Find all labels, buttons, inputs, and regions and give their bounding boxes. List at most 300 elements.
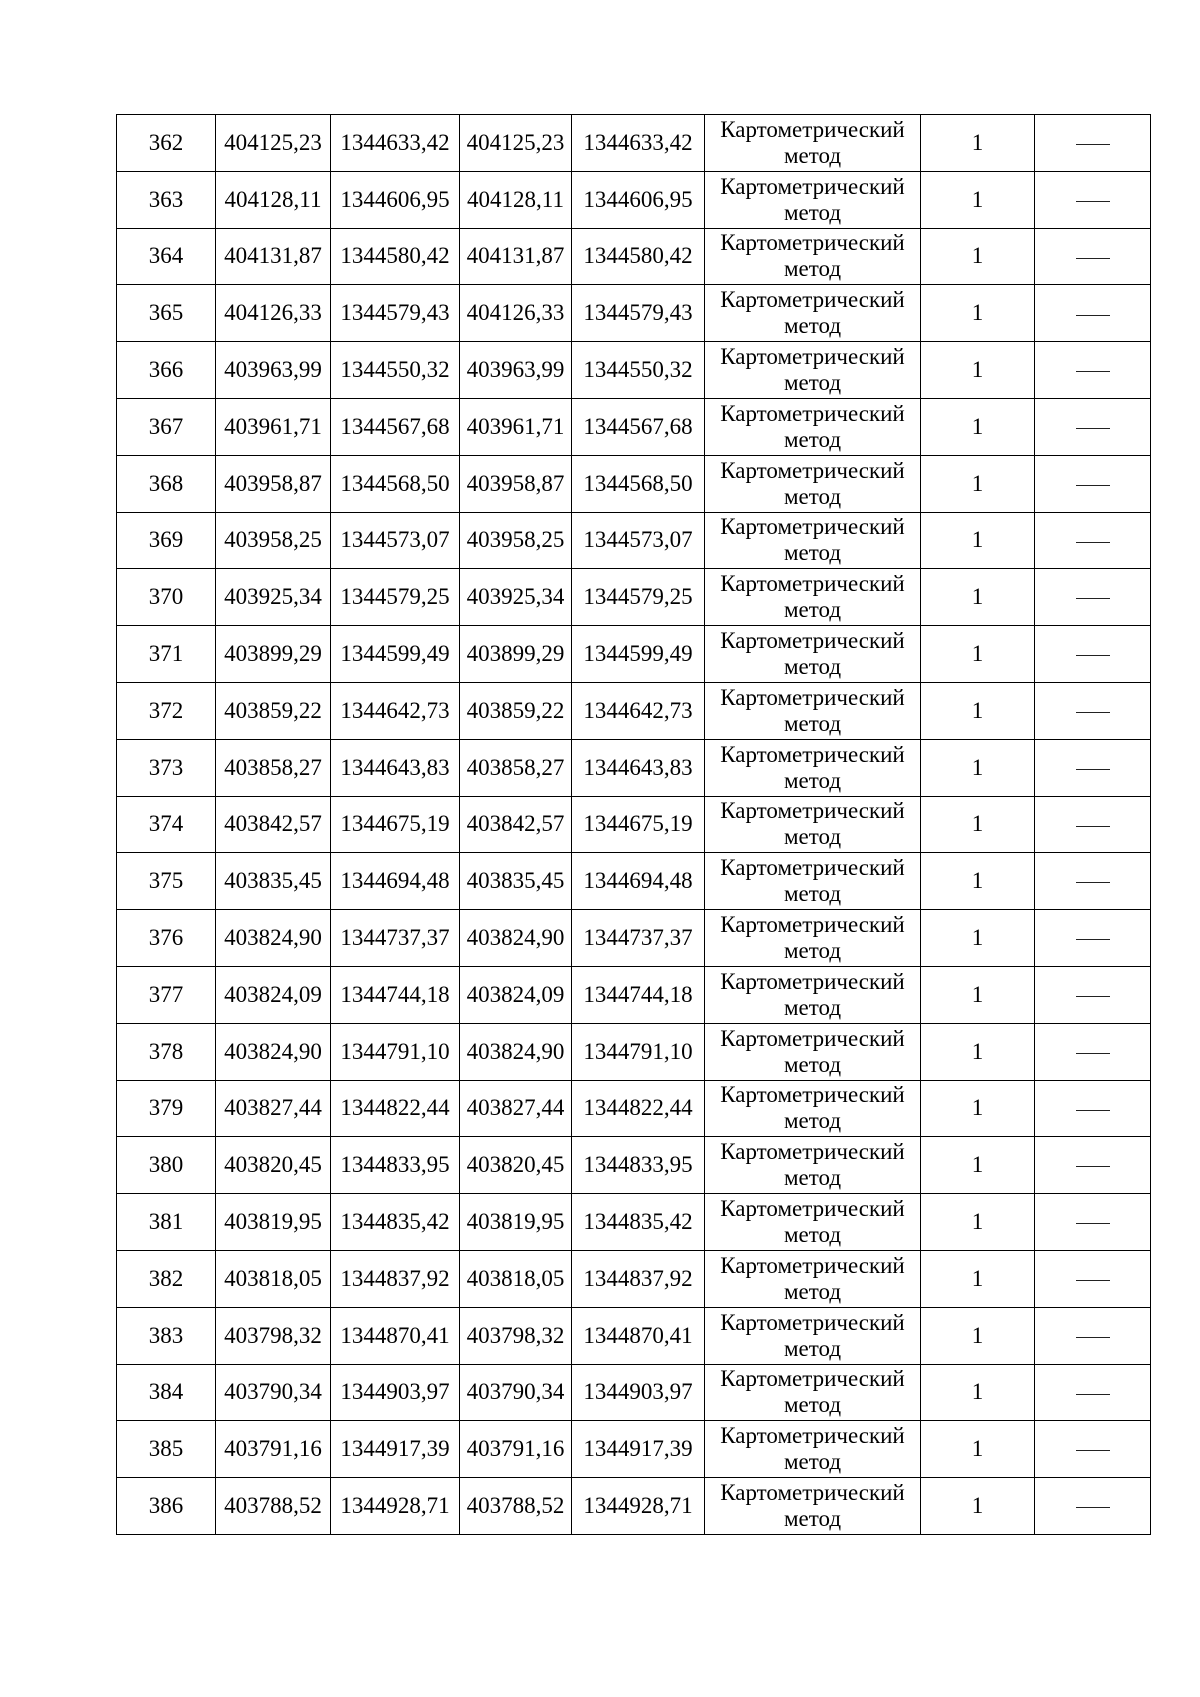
new-x-cell: 403824,90 bbox=[460, 1023, 572, 1080]
method-cell bbox=[705, 910, 921, 967]
table-row bbox=[117, 1478, 1151, 1535]
method-cell bbox=[705, 342, 921, 399]
method-line-2: метод bbox=[783, 1335, 842, 1361]
new-x-cell: 403958,87 bbox=[460, 455, 572, 512]
point-number-cell: 383 bbox=[117, 1307, 216, 1364]
accuracy-cell: 1 bbox=[921, 1307, 1035, 1364]
existing-y-cell: 1344928,71 bbox=[331, 1478, 460, 1535]
note-cell bbox=[1035, 739, 1151, 796]
method-line-2: метод bbox=[783, 313, 842, 339]
dash-mark bbox=[1076, 939, 1110, 940]
method-line-2: метод bbox=[783, 483, 842, 509]
dash-mark bbox=[1076, 371, 1110, 372]
method-cell bbox=[705, 455, 921, 512]
method-line-1: Картометрический bbox=[720, 741, 905, 767]
existing-x-cell: 403925,34 bbox=[216, 569, 331, 626]
existing-x-cell: 403790,34 bbox=[216, 1364, 331, 1421]
existing-y-cell: 1344579,43 bbox=[331, 285, 460, 342]
method-line-2: метод bbox=[783, 540, 842, 566]
dash-mark bbox=[1076, 428, 1110, 429]
accuracy-cell: 1 bbox=[921, 739, 1035, 796]
table-row bbox=[117, 342, 1151, 399]
point-number-cell: 374 bbox=[117, 796, 216, 853]
new-x-cell: 403963,99 bbox=[460, 342, 572, 399]
existing-x-cell: 403798,32 bbox=[216, 1307, 331, 1364]
existing-x-cell: 403818,05 bbox=[216, 1250, 331, 1307]
method-line-1: Картометрический bbox=[720, 1025, 905, 1051]
method-cell bbox=[705, 1421, 921, 1478]
method-line-2: метод bbox=[783, 1222, 842, 1248]
note-cell bbox=[1035, 1250, 1151, 1307]
table-row bbox=[117, 853, 1151, 910]
point-number-cell: 362 bbox=[117, 115, 216, 172]
point-number-cell: 382 bbox=[117, 1250, 216, 1307]
dash-mark bbox=[1076, 882, 1110, 883]
dash-mark bbox=[1076, 485, 1110, 486]
note-cell bbox=[1035, 1421, 1151, 1478]
point-number-cell: 377 bbox=[117, 966, 216, 1023]
accuracy-cell: 1 bbox=[921, 626, 1035, 683]
method-line-1: Картометрический bbox=[720, 1480, 905, 1506]
point-number-cell: 366 bbox=[117, 342, 216, 399]
note-cell bbox=[1035, 171, 1151, 228]
table-body bbox=[117, 115, 1151, 1535]
new-y-cell: 1344606,95 bbox=[572, 171, 705, 228]
new-y-cell: 1344568,50 bbox=[572, 455, 705, 512]
existing-y-cell: 1344737,37 bbox=[331, 910, 460, 967]
method-line-1: Картометрический bbox=[720, 344, 905, 370]
dash-mark bbox=[1076, 598, 1110, 599]
new-y-cell: 1344633,42 bbox=[572, 115, 705, 172]
dash-mark bbox=[1076, 1280, 1110, 1281]
method-line-1: Картометрический bbox=[720, 798, 905, 824]
existing-y-cell: 1344675,19 bbox=[331, 796, 460, 853]
method-cell bbox=[705, 1250, 921, 1307]
existing-x-cell: 403835,45 bbox=[216, 853, 331, 910]
method-cell bbox=[705, 626, 921, 683]
existing-x-cell: 403859,22 bbox=[216, 682, 331, 739]
method-line-2: метод bbox=[783, 938, 842, 964]
document-page bbox=[116, 114, 1151, 1535]
note-cell bbox=[1035, 1023, 1151, 1080]
table-row bbox=[117, 1023, 1151, 1080]
method-line-2: метод bbox=[783, 1506, 842, 1532]
existing-x-cell: 403958,87 bbox=[216, 455, 331, 512]
note-cell bbox=[1035, 398, 1151, 455]
point-number-cell: 372 bbox=[117, 682, 216, 739]
table-row bbox=[117, 682, 1151, 739]
point-number-cell: 363 bbox=[117, 171, 216, 228]
new-y-cell: 1344579,43 bbox=[572, 285, 705, 342]
method-line-2: метод bbox=[783, 142, 842, 168]
method-cell bbox=[705, 398, 921, 455]
dash-mark bbox=[1076, 1450, 1110, 1451]
table-row bbox=[117, 1080, 1151, 1137]
new-x-cell: 404126,33 bbox=[460, 285, 572, 342]
method-cell bbox=[705, 115, 921, 172]
point-number-cell: 368 bbox=[117, 455, 216, 512]
note-cell bbox=[1035, 1080, 1151, 1137]
point-number-cell: 381 bbox=[117, 1194, 216, 1251]
dash-mark bbox=[1076, 1166, 1110, 1167]
note-cell bbox=[1035, 796, 1151, 853]
method-line-1: Картометрический bbox=[720, 1309, 905, 1335]
method-cell bbox=[705, 1307, 921, 1364]
table-row bbox=[117, 739, 1151, 796]
existing-x-cell: 403858,27 bbox=[216, 739, 331, 796]
existing-y-cell: 1344744,18 bbox=[331, 966, 460, 1023]
existing-y-cell: 1344791,10 bbox=[331, 1023, 460, 1080]
table-row bbox=[117, 171, 1151, 228]
existing-x-cell: 404131,87 bbox=[216, 228, 331, 285]
new-x-cell: 403899,29 bbox=[460, 626, 572, 683]
new-y-cell: 1344833,95 bbox=[572, 1137, 705, 1194]
dash-mark bbox=[1076, 542, 1110, 543]
accuracy-cell: 1 bbox=[921, 285, 1035, 342]
new-y-cell: 1344642,73 bbox=[572, 682, 705, 739]
method-line-1: Картометрический bbox=[720, 1196, 905, 1222]
accuracy-cell: 1 bbox=[921, 171, 1035, 228]
note-cell bbox=[1035, 569, 1151, 626]
dash-mark bbox=[1076, 1337, 1110, 1338]
method-cell bbox=[705, 228, 921, 285]
table-row bbox=[117, 626, 1151, 683]
point-number-cell: 365 bbox=[117, 285, 216, 342]
method-line-1: Картометрический bbox=[720, 912, 905, 938]
existing-x-cell: 403820,45 bbox=[216, 1137, 331, 1194]
accuracy-cell: 1 bbox=[921, 1023, 1035, 1080]
existing-x-cell: 403824,90 bbox=[216, 910, 331, 967]
accuracy-cell: 1 bbox=[921, 1421, 1035, 1478]
new-y-cell: 1344580,42 bbox=[572, 228, 705, 285]
method-line-2: метод bbox=[783, 256, 842, 282]
method-line-2: метод bbox=[783, 1165, 842, 1191]
point-number-cell: 384 bbox=[117, 1364, 216, 1421]
note-cell bbox=[1035, 115, 1151, 172]
table-row bbox=[117, 512, 1151, 569]
method-line-2: метод bbox=[783, 597, 842, 623]
accuracy-cell: 1 bbox=[921, 1080, 1035, 1137]
point-number-cell: 380 bbox=[117, 1137, 216, 1194]
table-row bbox=[117, 1364, 1151, 1421]
existing-y-cell: 1344567,68 bbox=[331, 398, 460, 455]
new-x-cell: 403859,22 bbox=[460, 682, 572, 739]
note-cell bbox=[1035, 853, 1151, 910]
new-x-cell: 403827,44 bbox=[460, 1080, 572, 1137]
existing-y-cell: 1344606,95 bbox=[331, 171, 460, 228]
method-cell bbox=[705, 853, 921, 910]
method-line-2: метод bbox=[783, 1392, 842, 1418]
new-x-cell: 403819,95 bbox=[460, 1194, 572, 1251]
existing-x-cell: 403961,71 bbox=[216, 398, 331, 455]
method-line-1: Картометрический bbox=[720, 1252, 905, 1278]
existing-y-cell: 1344837,92 bbox=[331, 1250, 460, 1307]
table-row bbox=[117, 569, 1151, 626]
method-line-1: Картометрический bbox=[720, 968, 905, 994]
existing-x-cell: 403963,99 bbox=[216, 342, 331, 399]
point-number-cell: 371 bbox=[117, 626, 216, 683]
table-row bbox=[117, 455, 1151, 512]
method-line-2: метод bbox=[783, 426, 842, 452]
method-cell bbox=[705, 966, 921, 1023]
accuracy-cell: 1 bbox=[921, 682, 1035, 739]
method-line-1: Картометрический bbox=[720, 1082, 905, 1108]
existing-y-cell: 1344599,49 bbox=[331, 626, 460, 683]
method-cell bbox=[705, 171, 921, 228]
point-number-cell: 369 bbox=[117, 512, 216, 569]
dash-mark bbox=[1076, 201, 1110, 202]
dash-mark bbox=[1076, 712, 1110, 713]
method-line-2: метод bbox=[783, 1051, 842, 1077]
note-cell bbox=[1035, 1478, 1151, 1535]
new-x-cell: 404125,23 bbox=[460, 115, 572, 172]
new-y-cell: 1344835,42 bbox=[572, 1194, 705, 1251]
note-cell bbox=[1035, 342, 1151, 399]
note-cell bbox=[1035, 682, 1151, 739]
table-row bbox=[117, 966, 1151, 1023]
new-x-cell: 403788,52 bbox=[460, 1478, 572, 1535]
point-number-cell: 375 bbox=[117, 853, 216, 910]
method-line-1: Картометрический bbox=[720, 684, 905, 710]
new-y-cell: 1344837,92 bbox=[572, 1250, 705, 1307]
note-cell bbox=[1035, 228, 1151, 285]
new-x-cell: 403820,45 bbox=[460, 1137, 572, 1194]
new-y-cell: 1344928,71 bbox=[572, 1478, 705, 1535]
new-x-cell: 403791,16 bbox=[460, 1421, 572, 1478]
new-x-cell: 403824,09 bbox=[460, 966, 572, 1023]
accuracy-cell: 1 bbox=[921, 115, 1035, 172]
existing-y-cell: 1344694,48 bbox=[331, 853, 460, 910]
existing-x-cell: 404128,11 bbox=[216, 171, 331, 228]
method-line-2: метод bbox=[783, 994, 842, 1020]
point-number-cell: 364 bbox=[117, 228, 216, 285]
note-cell bbox=[1035, 1364, 1151, 1421]
new-y-cell: 1344694,48 bbox=[572, 853, 705, 910]
method-cell bbox=[705, 1080, 921, 1137]
new-y-cell: 1344822,44 bbox=[572, 1080, 705, 1137]
method-line-2: метод bbox=[783, 654, 842, 680]
dash-mark bbox=[1076, 1223, 1110, 1224]
method-line-2: метод bbox=[783, 199, 842, 225]
point-number-cell: 378 bbox=[117, 1023, 216, 1080]
new-y-cell: 1344567,68 bbox=[572, 398, 705, 455]
new-y-cell: 1344643,83 bbox=[572, 739, 705, 796]
method-line-1: Картометрический bbox=[720, 287, 905, 313]
point-number-cell: 373 bbox=[117, 739, 216, 796]
existing-x-cell: 404125,23 bbox=[216, 115, 331, 172]
point-number-cell: 367 bbox=[117, 398, 216, 455]
table-row bbox=[117, 1421, 1151, 1478]
new-y-cell: 1344599,49 bbox=[572, 626, 705, 683]
accuracy-cell: 1 bbox=[921, 455, 1035, 512]
new-x-cell: 403961,71 bbox=[460, 398, 572, 455]
existing-x-cell: 403824,90 bbox=[216, 1023, 331, 1080]
new-x-cell: 403925,34 bbox=[460, 569, 572, 626]
method-cell bbox=[705, 739, 921, 796]
accuracy-cell: 1 bbox=[921, 228, 1035, 285]
dash-mark bbox=[1076, 769, 1110, 770]
existing-y-cell: 1344642,73 bbox=[331, 682, 460, 739]
new-x-cell: 403824,90 bbox=[460, 910, 572, 967]
note-cell bbox=[1035, 512, 1151, 569]
dash-mark bbox=[1076, 996, 1110, 997]
dash-mark bbox=[1076, 258, 1110, 259]
method-line-1: Картометрический bbox=[720, 173, 905, 199]
note-cell bbox=[1035, 285, 1151, 342]
existing-x-cell: 403899,29 bbox=[216, 626, 331, 683]
new-x-cell: 404131,87 bbox=[460, 228, 572, 285]
table-row bbox=[117, 796, 1151, 853]
new-y-cell: 1344917,39 bbox=[572, 1421, 705, 1478]
method-line-2: метод bbox=[783, 710, 842, 736]
dash-mark bbox=[1076, 144, 1110, 145]
note-cell bbox=[1035, 1194, 1151, 1251]
table-row bbox=[117, 1307, 1151, 1364]
existing-y-cell: 1344917,39 bbox=[331, 1421, 460, 1478]
existing-x-cell: 403824,09 bbox=[216, 966, 331, 1023]
new-x-cell: 403958,25 bbox=[460, 512, 572, 569]
new-x-cell: 404128,11 bbox=[460, 171, 572, 228]
table-row bbox=[117, 398, 1151, 455]
method-line-1: Картометрический bbox=[720, 855, 905, 881]
method-line-1: Картометрический bbox=[720, 1366, 905, 1392]
existing-y-cell: 1344568,50 bbox=[331, 455, 460, 512]
point-number-cell: 370 bbox=[117, 569, 216, 626]
existing-x-cell: 403788,52 bbox=[216, 1478, 331, 1535]
method-line-1: Картометрический bbox=[720, 628, 905, 654]
method-cell bbox=[705, 1194, 921, 1251]
new-x-cell: 403798,32 bbox=[460, 1307, 572, 1364]
note-cell bbox=[1035, 966, 1151, 1023]
accuracy-cell: 1 bbox=[921, 1478, 1035, 1535]
method-line-2: метод bbox=[783, 1449, 842, 1475]
method-line-2: метод bbox=[783, 881, 842, 907]
method-cell bbox=[705, 1478, 921, 1535]
accuracy-cell: 1 bbox=[921, 569, 1035, 626]
new-y-cell: 1344579,25 bbox=[572, 569, 705, 626]
point-number-cell: 386 bbox=[117, 1478, 216, 1535]
dash-mark bbox=[1076, 1053, 1110, 1054]
method-line-1: Картометрический bbox=[720, 514, 905, 540]
table-row bbox=[117, 285, 1151, 342]
dash-mark bbox=[1076, 655, 1110, 656]
accuracy-cell: 1 bbox=[921, 1364, 1035, 1421]
accuracy-cell: 1 bbox=[921, 1250, 1035, 1307]
existing-y-cell: 1344643,83 bbox=[331, 739, 460, 796]
note-cell bbox=[1035, 1137, 1151, 1194]
point-number-cell: 376 bbox=[117, 910, 216, 967]
note-cell bbox=[1035, 455, 1151, 512]
table-row bbox=[117, 1250, 1151, 1307]
accuracy-cell: 1 bbox=[921, 398, 1035, 455]
table-row bbox=[117, 1137, 1151, 1194]
method-cell bbox=[705, 1023, 921, 1080]
accuracy-cell: 1 bbox=[921, 342, 1035, 399]
table-row bbox=[117, 228, 1151, 285]
method-cell bbox=[705, 285, 921, 342]
method-line-2: метод bbox=[783, 767, 842, 793]
accuracy-cell: 1 bbox=[921, 1137, 1035, 1194]
existing-x-cell: 403791,16 bbox=[216, 1421, 331, 1478]
dash-mark bbox=[1076, 1394, 1110, 1395]
new-x-cell: 403842,57 bbox=[460, 796, 572, 853]
existing-x-cell: 403958,25 bbox=[216, 512, 331, 569]
existing-y-cell: 1344579,25 bbox=[331, 569, 460, 626]
point-number-cell: 379 bbox=[117, 1080, 216, 1137]
new-y-cell: 1344744,18 bbox=[572, 966, 705, 1023]
existing-x-cell: 403827,44 bbox=[216, 1080, 331, 1137]
existing-y-cell: 1344833,95 bbox=[331, 1137, 460, 1194]
method-cell bbox=[705, 512, 921, 569]
existing-x-cell: 403819,95 bbox=[216, 1194, 331, 1251]
note-cell bbox=[1035, 626, 1151, 683]
method-line-1: Картометрический bbox=[720, 400, 905, 426]
method-line-1: Картометрический bbox=[720, 230, 905, 256]
method-line-2: метод bbox=[783, 824, 842, 850]
existing-y-cell: 1344550,32 bbox=[331, 342, 460, 399]
existing-y-cell: 1344633,42 bbox=[331, 115, 460, 172]
accuracy-cell: 1 bbox=[921, 796, 1035, 853]
new-y-cell: 1344791,10 bbox=[572, 1023, 705, 1080]
method-cell bbox=[705, 1137, 921, 1194]
accuracy-cell: 1 bbox=[921, 1194, 1035, 1251]
note-cell bbox=[1035, 910, 1151, 967]
accuracy-cell: 1 bbox=[921, 512, 1035, 569]
method-cell bbox=[705, 796, 921, 853]
method-line-1: Картометрический bbox=[720, 1139, 905, 1165]
method-line-1: Картометрический bbox=[720, 457, 905, 483]
new-x-cell: 403835,45 bbox=[460, 853, 572, 910]
coordinates-table bbox=[116, 114, 1151, 1535]
dash-mark bbox=[1076, 315, 1110, 316]
new-x-cell: 403818,05 bbox=[460, 1250, 572, 1307]
existing-y-cell: 1344580,42 bbox=[331, 228, 460, 285]
existing-y-cell: 1344903,97 bbox=[331, 1364, 460, 1421]
existing-y-cell: 1344835,42 bbox=[331, 1194, 460, 1251]
existing-y-cell: 1344870,41 bbox=[331, 1307, 460, 1364]
dash-mark bbox=[1076, 826, 1110, 827]
new-y-cell: 1344903,97 bbox=[572, 1364, 705, 1421]
method-line-2: метод bbox=[783, 1108, 842, 1134]
method-cell bbox=[705, 569, 921, 626]
new-y-cell: 1344675,19 bbox=[572, 796, 705, 853]
accuracy-cell: 1 bbox=[921, 910, 1035, 967]
method-line-1: Картометрический bbox=[720, 571, 905, 597]
existing-x-cell: 404126,33 bbox=[216, 285, 331, 342]
table-row bbox=[117, 1194, 1151, 1251]
new-y-cell: 1344573,07 bbox=[572, 512, 705, 569]
method-cell bbox=[705, 682, 921, 739]
new-y-cell: 1344550,32 bbox=[572, 342, 705, 399]
method-line-1: Картометрический bbox=[720, 1423, 905, 1449]
accuracy-cell: 1 bbox=[921, 853, 1035, 910]
note-cell bbox=[1035, 1307, 1151, 1364]
method-line-2: метод bbox=[783, 1278, 842, 1304]
method-line-2: метод bbox=[783, 370, 842, 396]
new-y-cell: 1344737,37 bbox=[572, 910, 705, 967]
existing-x-cell: 403842,57 bbox=[216, 796, 331, 853]
new-x-cell: 403790,34 bbox=[460, 1364, 572, 1421]
point-number-cell: 385 bbox=[117, 1421, 216, 1478]
method-line-1: Картометрический bbox=[720, 116, 905, 142]
dash-mark bbox=[1076, 1110, 1110, 1111]
new-x-cell: 403858,27 bbox=[460, 739, 572, 796]
new-y-cell: 1344870,41 bbox=[572, 1307, 705, 1364]
existing-y-cell: 1344573,07 bbox=[331, 512, 460, 569]
method-cell bbox=[705, 1364, 921, 1421]
table-row bbox=[117, 910, 1151, 967]
existing-y-cell: 1344822,44 bbox=[331, 1080, 460, 1137]
